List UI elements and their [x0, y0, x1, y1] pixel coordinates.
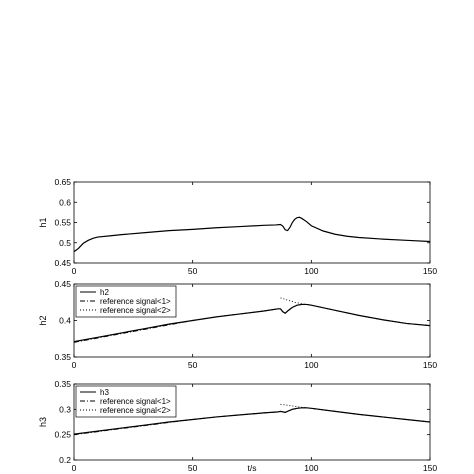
legend-label: h3: [100, 388, 109, 397]
legend: [76, 286, 176, 317]
x-tick-label: 0: [71, 266, 77, 276]
x-tick-label: 50: [187, 266, 198, 276]
legend: [76, 386, 176, 417]
x-tick-label: 150: [422, 360, 438, 370]
y-axis-label: h1: [38, 217, 48, 228]
x-tick-label: 0: [71, 463, 77, 473]
y-tick-label: 0.65: [54, 177, 71, 187]
series-line-reference-signal-2-: [280, 298, 306, 305]
series-group: [74, 217, 430, 251]
y-tick-label: 0.45: [54, 258, 71, 268]
y-tick-label: 0.2: [59, 455, 71, 465]
legend-label: reference signal<2>: [100, 406, 171, 415]
y-axis-label: h2: [38, 315, 48, 326]
x-tick-label: 100: [304, 360, 319, 370]
x-tick-label: 100: [304, 266, 319, 276]
subplot-2: [38, 279, 437, 370]
y-axis-label: h3: [38, 416, 48, 428]
y-tick-label: 0.55: [54, 217, 71, 228]
y-tick-label: 0.35: [54, 352, 71, 362]
y-tick-label: 0.6: [59, 197, 71, 208]
x-tick-label: 0: [71, 360, 77, 370]
y-tick-label: 0.5: [59, 237, 71, 248]
x-axis-label: t/s: [247, 463, 257, 473]
x-tick-label: 50: [187, 463, 198, 473]
y-tick-label: 0.25: [54, 429, 71, 440]
x-tick-label: 150: [422, 266, 438, 276]
subplot-1: [38, 177, 437, 276]
y-tick-label: 0.45: [54, 279, 71, 289]
y-tick-label: 0.4: [59, 315, 71, 326]
series-line-1: [74, 217, 430, 251]
y-tick-label: 0.3: [59, 404, 71, 415]
x-tick-label: 50: [187, 360, 198, 370]
subplot-3: [38, 379, 437, 473]
legend-label: reference signal<2>: [100, 306, 171, 315]
legend-label: reference signal<1>: [100, 297, 171, 306]
x-tick-label: 150: [422, 463, 438, 473]
axes-frame: [74, 182, 430, 263]
x-tick-label: 100: [304, 463, 319, 473]
legend-label: reference signal<1>: [100, 397, 171, 406]
legend-label: h2: [100, 288, 109, 297]
y-tick-label: 0.35: [54, 379, 71, 389]
